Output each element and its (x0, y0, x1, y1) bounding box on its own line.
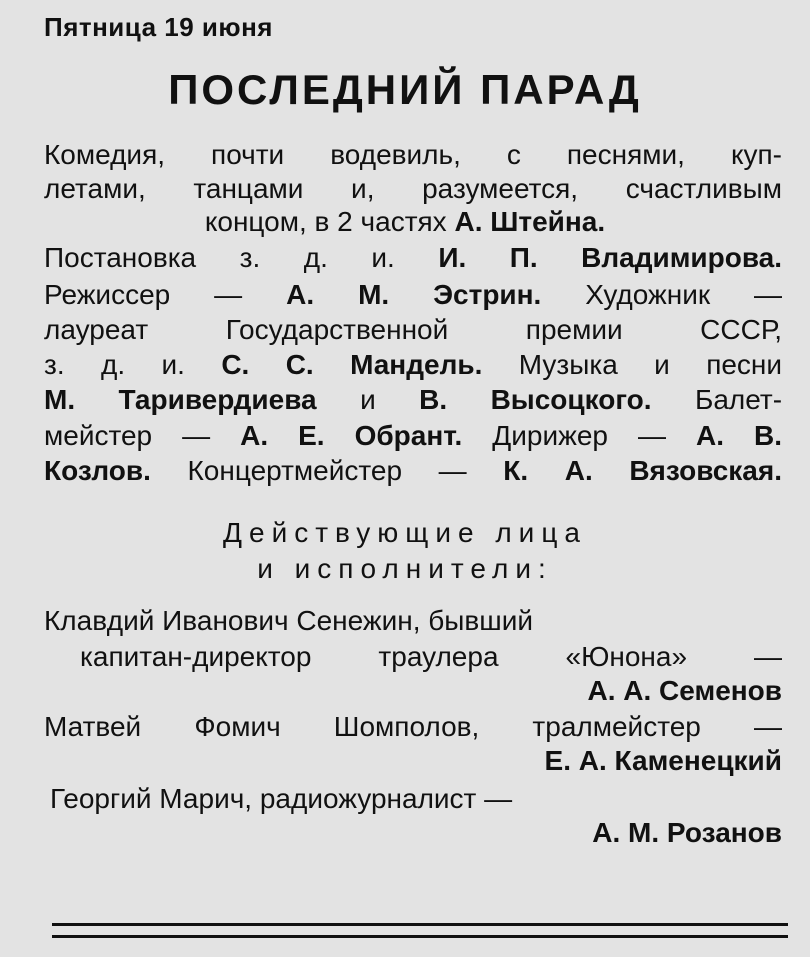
divider-rule (52, 923, 788, 926)
divider-rule (52, 935, 788, 938)
date-heading: Пятница 19 июня (44, 12, 273, 42)
play-title: ПОСЛЕДНИЙ ПАРАД (168, 66, 642, 113)
cast-role: Клавдий Иванович Сенежин, бывший (44, 605, 534, 636)
credits-line: лауреат Государственной премии СССР, (44, 314, 782, 345)
credits-line: з. д. и. С. С. Мандель. Музыка и песни (44, 349, 783, 380)
credits-line: М. Таривердиева и В. Высоцкого. Балет- (44, 384, 783, 415)
credits-line: Постановка з. д. и. И. П. Владимирова. (44, 242, 783, 273)
credits-line: Режиссер — А. М. Эстрин. Художник — (44, 279, 783, 310)
description-line: летами, танцами и, разумеется, счастливым (44, 173, 782, 204)
description-line: концом, в 2 частях А. Штейна. (204, 206, 606, 237)
cast-heading: и исполнители: (257, 553, 553, 584)
director-name: И. П. Владимирова. (438, 242, 783, 273)
description-line: Комедия, почти водевиль, с песнями, куп- (44, 139, 782, 170)
author-name: А. Штейна. (454, 206, 606, 237)
cast-role: Матвей Фомич Шомполов, тралмейстер — (44, 711, 782, 742)
cast-actor: А. М. Розанов (592, 817, 782, 848)
credits-line: мейстер — А. Е. Обрант. Дирижер — А. В. (44, 420, 782, 451)
cast-actor: Е. А. Каменецкий (544, 745, 782, 776)
cast-heading: Действующие лица (223, 517, 587, 548)
cast-actor: А. А. Семенов (587, 675, 782, 706)
cast-role: капитан-директор траулера «Юнона» — (80, 641, 782, 672)
credits-line: Козлов. Концертмейстер — К. А. Вязовская. (44, 455, 782, 486)
cast-role: Георгий Марич, радиожурналист — (50, 783, 513, 814)
